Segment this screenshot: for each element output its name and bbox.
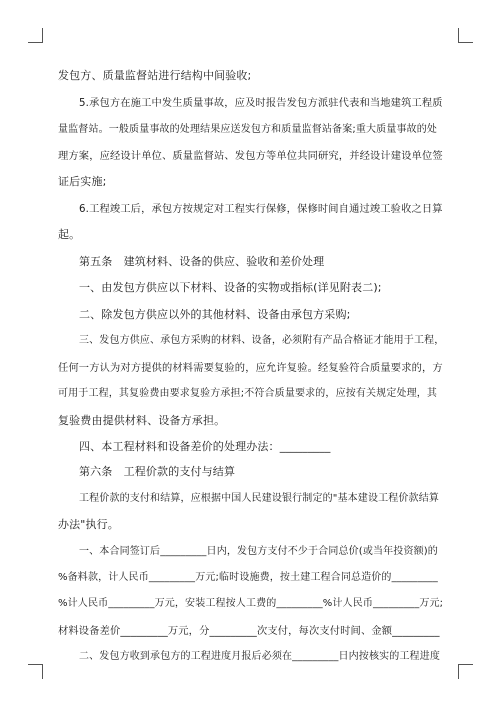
text-line: %计人民币_________万元，安装工程按人工费的_________%计人民币_________万元; — [58, 598, 444, 609]
text-line: 可用于工程，其复验费由要求复验方承担;不符合质量要求的，应按有关规定处理，其 — [58, 388, 438, 399]
text-line: 办法"执行。 — [58, 518, 119, 531]
section-heading: 第五条 建筑材料、设备的供应、验收和差价处理 — [79, 255, 325, 268]
text-line: 6.工程竣工后，承包方按规定对工程实行保修，保修时间自通过竣工验收之日算 — [79, 203, 443, 215]
crop-mark-top-left — [28, 28, 43, 43]
text-line: 5.承包方在施工中发生质量事故，应及时报告发包方派驻代表和当地建筑工程质 — [79, 97, 443, 109]
crop-mark-bottom-left — [28, 664, 43, 679]
text-line: 三、发包方供应、承包方采购的材料、设备，必须附有产品合格证才能用于工程， — [79, 335, 445, 346]
text-line: 材料设备差价_________万元，分_________次支付，每次支付时间、金额_________ — [58, 625, 440, 637]
text-line: 二、发包方收到承包方的工程进度月报后必须在_________日内按核实的工程进度 — [79, 651, 440, 662]
text-line: 起。 — [58, 228, 81, 241]
text-line: 发包方、质量监督站进行结构中间验收; — [58, 69, 252, 82]
text-line: 二、除发包方供应以外的其他材料、设备由承包方采购; — [79, 308, 351, 321]
text-line: 理方案，应经设计单位、质量监督站、发包方等单位共同研究，并经设计建设单位签 — [58, 150, 443, 162]
section-heading: 第六条 工程价款的支付与结算 — [79, 465, 236, 478]
text-line: %备料款，计人民币_________万元;临时设施费，按土建工程合同总造价的_________ — [58, 572, 438, 583]
text-line: 复验费由提供材料、设备方承担。 — [58, 414, 226, 427]
text-line: 工程价款的支付和结算，应根据中国人民建设银行制定的"基本建设工程价款结算 — [79, 493, 439, 504]
text-line: 四、本工程材料和设备差价的处理办法：_________ — [79, 440, 331, 453]
text-line: 证后实施; — [58, 175, 107, 188]
text-line: 量监督站。一般质量事故的处理结果应送发包方和质量监督站备案;重大质量事故的处 — [58, 124, 438, 135]
text-line: 一、由发包方供应以下材料、设备的实物或指标(详见附表二); — [79, 281, 382, 294]
text-line: 一、本合同签订后_________日内，发包方支付不少于合同总价(或当年投资额)的 — [79, 546, 438, 557]
crop-mark-bottom-right — [458, 664, 473, 679]
text-line: 任何一方认为对方提供的材料需要复验的，应允许复验。经复验符合质量要求的，方 — [58, 362, 443, 374]
crop-mark-top-right — [458, 28, 473, 43]
